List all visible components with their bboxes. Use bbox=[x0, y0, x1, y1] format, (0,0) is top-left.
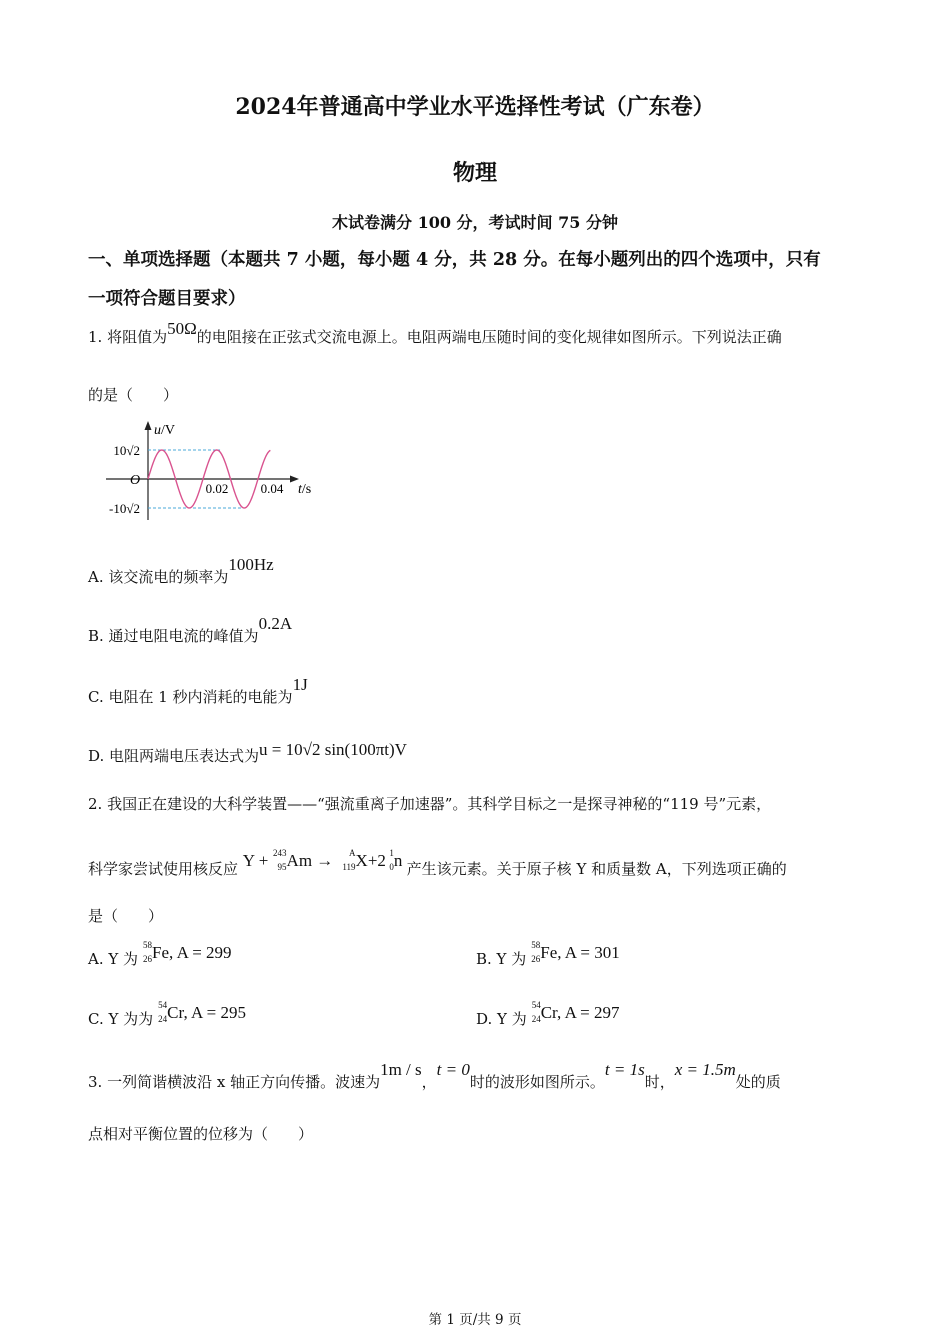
q3-time-zero: t = 0 bbox=[436, 1060, 470, 1079]
am-numbers bbox=[273, 848, 287, 872]
section-heading-continued: 一项符合题目要求） bbox=[88, 289, 246, 309]
question-1-line-2: 的是（ ） bbox=[88, 386, 179, 404]
question-1-line-1 bbox=[88, 319, 782, 347]
x-tick-0-04: 0.04 bbox=[260, 481, 284, 496]
q1-option-d-math: u = 10√2 sin(100πt)V bbox=[259, 740, 407, 759]
q3-prefix: 3. 一列简谐横波沿 x 轴正方向传播。波速为 bbox=[88, 1073, 381, 1091]
y-tick-positive: 10√2 bbox=[113, 443, 140, 458]
q2-b-numbers bbox=[526, 940, 540, 964]
q3-middle-text: 时的波形如图所示。 bbox=[469, 1073, 605, 1091]
x-atomic-number: 119 bbox=[342, 862, 356, 872]
q1-option-c-math: 1J bbox=[292, 675, 308, 694]
q1-option-a[interactable] bbox=[88, 555, 274, 587]
y-axis-label: u/V bbox=[154, 423, 175, 438]
q2-b-symbol: Fe, A = 301 bbox=[540, 943, 620, 962]
x-mass-number: A bbox=[349, 848, 356, 858]
x-axis-label: t/s bbox=[298, 482, 312, 497]
voltage-time-graph bbox=[96, 416, 326, 522]
q1-option-d-text: D. 电阻两端电压表达式为 bbox=[88, 747, 260, 765]
n-mass-number: 1 bbox=[389, 848, 394, 858]
q2-option-c-math bbox=[153, 1000, 246, 1024]
question-2-line-3: 是（ ） bbox=[88, 907, 164, 925]
origin-label: O bbox=[130, 473, 141, 488]
q2-option-c[interactable] bbox=[88, 1000, 246, 1030]
am-atomic-number: 95 bbox=[277, 862, 287, 872]
reaction-n: n bbox=[393, 851, 403, 870]
x-numbers bbox=[338, 848, 356, 872]
section-heading: 一、单项选择题（本题共 7 小题，每小题 4 分，共 28 分。在每小题列出的四个选项中，只有 bbox=[88, 250, 821, 270]
q2-d-symbol: Cr, A = 297 bbox=[540, 1003, 620, 1022]
q2-option-a-math bbox=[138, 940, 232, 964]
y-axis-arrow bbox=[145, 421, 152, 430]
q2-d-numbers bbox=[527, 1000, 541, 1024]
q2-suffix: 产生该元素。关于原子核 Y 和质量数 A，下列选项正确的 bbox=[406, 860, 787, 878]
reaction-arrow: → bbox=[316, 851, 334, 870]
q2-a-z: 26 bbox=[143, 954, 153, 964]
q2-d-z: 24 bbox=[531, 1014, 541, 1024]
q2-c-z: 24 bbox=[158, 1014, 168, 1024]
n-numbers bbox=[386, 848, 394, 872]
am-mass-number: 243 bbox=[273, 848, 287, 858]
question-3-line-1 bbox=[88, 1060, 781, 1092]
q2-b-mass: 58 bbox=[531, 940, 541, 950]
q3-wave-speed: 1m / s bbox=[380, 1060, 422, 1079]
reaction-x: X bbox=[355, 851, 368, 870]
q2-option-a-text: A. Y 为 bbox=[88, 950, 139, 968]
q2-a-numbers bbox=[138, 940, 152, 964]
question-3-line-2: 点相对平衡位置的位移为（ ） bbox=[88, 1125, 314, 1143]
q2-option-d[interactable] bbox=[476, 1000, 620, 1030]
exam-title: 2024年普通高中学业水平选择性考试（广东卷） bbox=[235, 94, 715, 120]
q3-position: x = 1.5m bbox=[674, 1060, 736, 1079]
q2-prefix: 科学家尝试使用核反应 bbox=[88, 860, 239, 878]
subject-title: 物理 bbox=[452, 160, 497, 186]
q2-c-numbers bbox=[153, 1000, 167, 1024]
q1-suffix: 的电阻接在正弦式交流电源上。电阻两端电压随时间的变化规律如图所示。下列说法正确 bbox=[196, 328, 782, 346]
page-footer: 第 1 页/共 9 页 bbox=[428, 1312, 522, 1328]
question-2-line-2 bbox=[88, 848, 787, 880]
reaction-y: Y bbox=[242, 851, 255, 870]
reaction-plus: + bbox=[258, 851, 269, 870]
graph-axes bbox=[106, 421, 311, 520]
question-2-line-1: 2. 我国正在建设的大科学装置——“强流重离子加速器”。其科学目标之一是探寻神秘的“119 号”元素， bbox=[88, 795, 772, 813]
q1-prefix: 1. 将阻值为 bbox=[88, 328, 168, 346]
exam-info: 木试卷满分 100 分，考试时间 75 分钟 bbox=[332, 213, 618, 232]
q1-option-d[interactable] bbox=[88, 740, 407, 766]
q1-resistance: 50Ω bbox=[167, 319, 197, 338]
q3-comma-2: 时， bbox=[644, 1073, 675, 1091]
q2-option-b-math bbox=[526, 940, 620, 964]
q2-d-mass: 54 bbox=[531, 1000, 541, 1010]
q3-time-one: t = 1s bbox=[604, 1060, 645, 1079]
q2-option-d-text: D. Y 为 bbox=[476, 1010, 527, 1028]
q1-option-a-text: A. 该交流电的频率为 bbox=[88, 568, 229, 586]
q1-option-b-text: B. 通过电阻电流的峰值为 bbox=[88, 627, 259, 645]
nuclear-reaction-equation bbox=[242, 848, 407, 872]
q2-a-symbol: Fe, A = 299 bbox=[152, 943, 232, 962]
q1-option-b-math: 0.2A bbox=[258, 614, 293, 633]
q1-option-c[interactable] bbox=[88, 675, 308, 707]
q2-c-symbol: Cr, A = 295 bbox=[167, 1003, 246, 1022]
q2-option-b-text: B. Y 为 bbox=[476, 950, 527, 968]
q2-a-mass: 58 bbox=[143, 940, 153, 950]
q1-option-b[interactable] bbox=[88, 614, 293, 646]
q2-b-z: 26 bbox=[531, 954, 541, 964]
x-tick-0-02: 0.02 bbox=[205, 481, 229, 496]
q2-option-d-math bbox=[527, 1000, 620, 1024]
q1-option-a-math: 100Hz bbox=[228, 555, 274, 574]
q3-comma-1: ， bbox=[421, 1073, 437, 1091]
n-atomic-number: 0 bbox=[389, 862, 394, 872]
q2-c-mass: 54 bbox=[158, 1000, 168, 1010]
q3-suffix: 处的质 bbox=[735, 1073, 781, 1091]
y-tick-negative: -10√2 bbox=[109, 501, 140, 516]
reaction-am: Am bbox=[286, 851, 313, 870]
q2-option-a[interactable] bbox=[88, 940, 232, 970]
q2-option-c-text: C. Y 为为 bbox=[88, 1010, 154, 1028]
reaction-plus-2: +2 bbox=[367, 851, 386, 870]
q1-option-c-text: C. 电阻在 1 秒内消耗的电能为 bbox=[88, 688, 293, 706]
q2-option-b[interactable] bbox=[476, 940, 620, 970]
